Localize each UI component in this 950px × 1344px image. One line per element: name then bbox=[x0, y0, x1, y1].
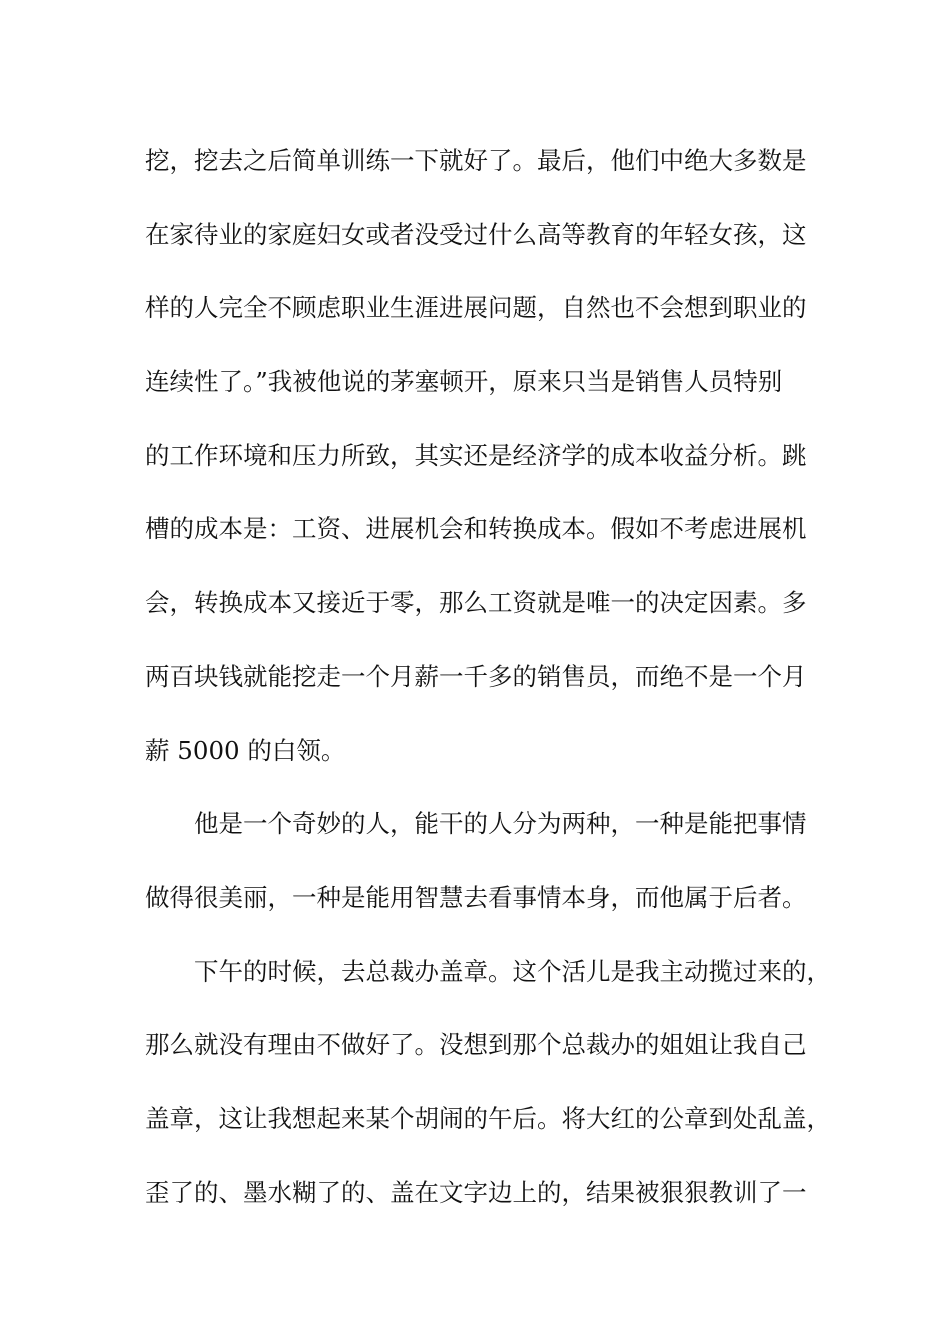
text-line: 槽的成本是：工资、进展机会和转换成本。假如不考虑进展机 bbox=[145, 514, 807, 544]
document-body bbox=[145, 124, 831, 1229]
text-line: 那么就没有理由不做好了。没想到那个总裁办的姐姐让我自己 bbox=[145, 1030, 807, 1060]
text-line: 在家待业的家庭妇女或者没受过什么高等教育的年轻女孩，这 bbox=[145, 219, 807, 249]
text-line: 的工作环境和压力所致，其实还是经济学的成本收益分析。跳 bbox=[145, 440, 807, 470]
text-line: 挖，挖去之后简单训练一下就好了。最后，他们中绝大多数是 bbox=[145, 146, 807, 175]
text-line: 连续性了。”我被他说的茅塞顿开，原来只当是销售人员特别 bbox=[145, 367, 783, 397]
text-line: 两百块钱就能挖走一个月薪一千多的销售员，而绝不是一个月 bbox=[145, 661, 807, 691]
text-line: 盖章，这让我想起来某个胡闹的午后。将大红的公章到处乱盖， bbox=[145, 1103, 831, 1133]
text-line: 歪了的、墨水糊了的、盖在文字边上的，结果被狠狠教训了一 bbox=[145, 1177, 807, 1207]
paragraph-start-line: 下午的时候，去总裁办盖章。这个活儿是我主动揽过来的， bbox=[194, 956, 831, 986]
text-line: 会，转换成本又接近于零，那么工资就是唯一的决定因素。多 bbox=[145, 588, 807, 618]
text-line: 样的人完全不顾虑职业生涯进展问题，自然也不会想到职业的 bbox=[145, 293, 807, 323]
text-line: 做得很美丽，一种是能用智慧去看事情本身，而他属于后者。 bbox=[145, 882, 807, 912]
paragraph-start-line: 他是一个奇妙的人，能干的人分为两种，一种是能把事情 bbox=[194, 809, 807, 839]
text-line: 薪 5000 的白领。 bbox=[145, 735, 346, 765]
